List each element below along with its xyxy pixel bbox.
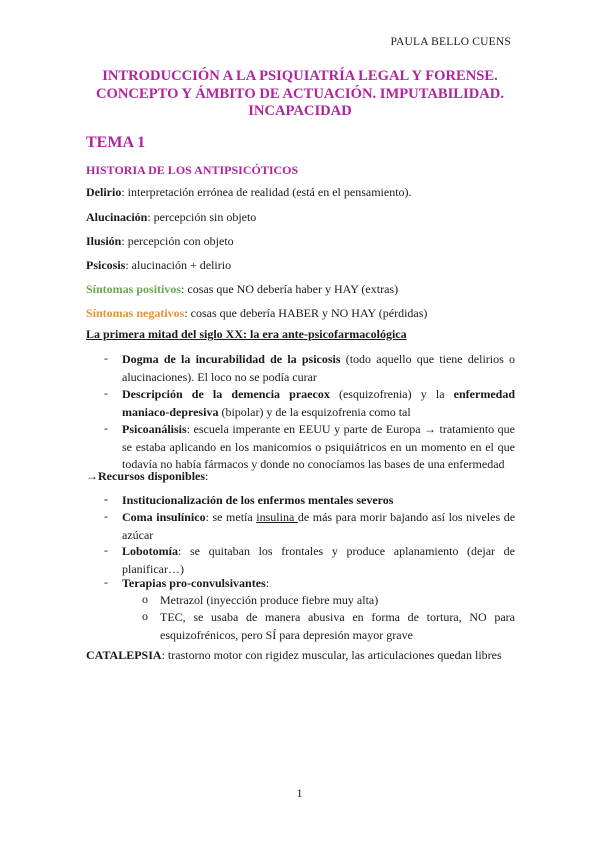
- definition-ilusion: [86, 234, 234, 249]
- section-subtitle: HISTORIA DE LOS ANTIPSICÓTICOS: [86, 163, 299, 177]
- underlined-text: insulina: [256, 510, 298, 524]
- bullet-text: :: [265, 576, 270, 590]
- bullet-bold: Dogma de la incurabilidad de la psicosis: [122, 352, 341, 366]
- bullet-text: se estaba aplicando en los manicomios o psiquiátricos en un momento en el que: [122, 439, 515, 454]
- arrow-icon: →: [86, 469, 98, 483]
- page-number: 1: [296, 786, 303, 800]
- author-header: PAULA BELLO CUENS: [390, 36, 511, 48]
- bullet-text: (bipolar) y de la esquizofrenia como tal: [218, 404, 411, 419]
- section-heading: La primera mitad del siglo XX: la era ante-psicofarmacológica: [86, 327, 407, 341]
- term: Psicosis: [86, 258, 126, 272]
- bullet-bold: Terapias pro-convulsivantes: [122, 576, 266, 590]
- bullet-dash: -: [104, 543, 108, 557]
- bullet-dash: -: [104, 492, 108, 506]
- bullet-text: azúcar: [122, 527, 154, 542]
- bullet-dash: -: [104, 509, 108, 523]
- definition-text: : interpretación errónea de realidad (está en el pensamiento).: [121, 185, 412, 199]
- bullet-text: : se quitaban los frontales y produce aplanamiento (dejar de: [178, 544, 515, 558]
- recurso-item: [122, 492, 515, 510]
- sub-item-text: Metrazol (inyección produce fiebre muy alta): [160, 593, 379, 607]
- definition-text: : percepción con objeto: [121, 234, 234, 248]
- definition-catalepsia: [86, 648, 502, 663]
- sub-bullet-icon: o: [142, 592, 148, 606]
- bullet-text: planificar…): [122, 561, 184, 576]
- definition-sintomas-negativos: [86, 306, 427, 321]
- colon: :: [205, 469, 209, 483]
- title-line: INCAPACIDAD: [248, 103, 352, 119]
- bullet-bold: Lobotomía: [122, 544, 179, 558]
- bullet-text: alucinaciones). El loco no se podía curar: [122, 369, 317, 384]
- sub-item-text: TEC, se usaba de manera abusiva en forma de tortura, NO para: [160, 610, 515, 624]
- bullet-item: [122, 386, 515, 421]
- definition-text: : cosas que debería HABER y NO HAY (pérdidas): [184, 306, 428, 320]
- sub-item-text: esquizofrénicos, pero SÍ para depresión mayor grave: [160, 627, 413, 642]
- recursos-heading: [86, 469, 208, 484]
- bullet-item: [122, 421, 515, 474]
- bullet-bold: Descripción de la demencia praecox: [122, 387, 330, 401]
- bullet-dash: -: [104, 386, 108, 400]
- term: Síntomas positivos: [86, 282, 182, 296]
- term: CATALEPSIA: [86, 648, 162, 662]
- bullet-bold: maniaco-depresiva: [122, 404, 219, 419]
- bullet-bold: Psicoanálisis: [122, 422, 187, 436]
- bullet-text: : se metía: [205, 510, 257, 524]
- bullet-text: : escuela imperante en EEUU y parte de Europa: [186, 422, 425, 436]
- definition-psicosis: [86, 258, 231, 273]
- title-line: INTRODUCCIÓN A LA PSIQUIATRÍA LEGAL Y FORENSE.: [102, 68, 498, 84]
- definition-text: : cosas que NO debería haber y HAY (extras): [181, 282, 399, 296]
- recursos-label: Recursos disponibles: [98, 469, 206, 483]
- term: Alucinación: [86, 210, 148, 224]
- bullet-bold: Institucionalización de los enfermos mentales severos: [122, 493, 394, 507]
- recurso-item: [122, 575, 515, 593]
- bullet-text: (esquizofrenia) y la: [329, 387, 454, 401]
- bullet-bold: enfermedad: [453, 387, 515, 401]
- bullet-item: [122, 351, 515, 386]
- definition-text: : alucinación + delirio: [125, 258, 232, 272]
- arrow-icon: →: [424, 422, 437, 436]
- bullet-text: (todo aquello que tiene delirios o: [340, 352, 515, 366]
- bullet-dash: -: [104, 421, 108, 435]
- sub-bullet-icon: o: [142, 609, 148, 623]
- sub-item: [160, 609, 515, 644]
- definition-text: : trastorno motor con rigidez muscular, las articulaciones quedan libres: [161, 648, 502, 662]
- bullet-dash: -: [104, 575, 108, 589]
- bullet-bold: Coma insulínico: [122, 510, 206, 524]
- definition-alucinacion: [86, 210, 256, 225]
- definition-sintomas-positivos: [86, 282, 398, 297]
- term: Síntomas negativos: [86, 306, 185, 320]
- tema-heading: TEMA 1: [86, 134, 146, 151]
- bullet-text: todavía no había fármacos y donde no conocíamos las bases de una enfermedad: [122, 457, 505, 471]
- bullet-text: de más para morir bajando así los niveles de: [297, 510, 516, 524]
- document-title: [86, 68, 514, 121]
- sub-item: [160, 592, 515, 610]
- term: Delirio: [86, 185, 122, 199]
- term: Ilusión: [86, 234, 122, 248]
- bullet-text: tratamiento que: [436, 422, 515, 436]
- bullet-dash: -: [104, 351, 108, 365]
- recurso-item: [122, 543, 515, 578]
- definition-text: : percepción sin objeto: [147, 210, 257, 224]
- title-line: CONCEPTO Y ÁMBITO DE ACTUACIÓN. IMPUTABILIDAD.: [96, 85, 504, 102]
- recurso-item: [122, 509, 515, 544]
- definition-delirio: [86, 185, 412, 200]
